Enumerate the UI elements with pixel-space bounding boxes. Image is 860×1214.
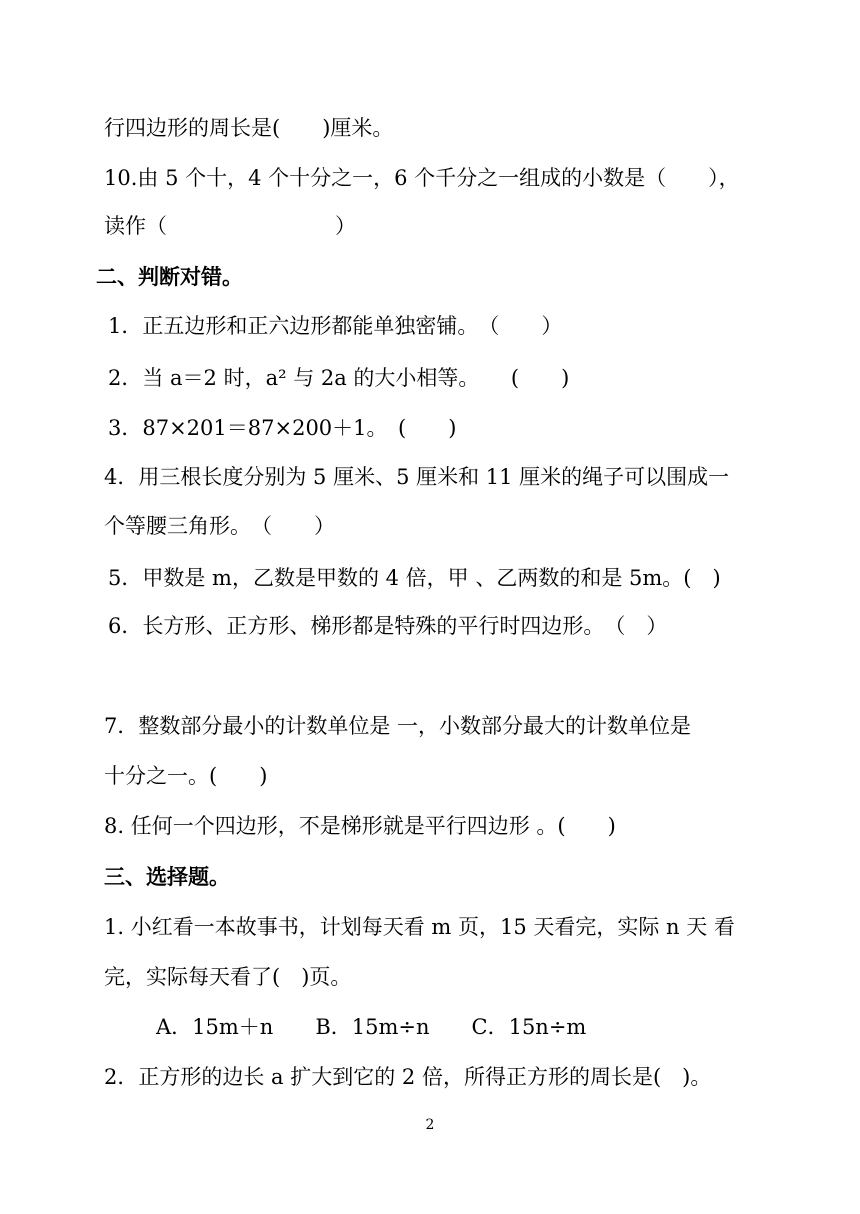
question-10: 10.由 5 个十，4 个十分之一，6 个千分之一组成的小数是（ ）， [104, 166, 740, 190]
choice-options: A．15m＋n B．15m÷n C．15n÷m [156, 1015, 587, 1039]
judge-item-6: 6．长方形、正方形、梯形都是特殊的平行时四边形。 （ ） [108, 614, 668, 638]
judge-item-7: 7．整数部分最小的计数单位是 一，小数部分最大的计数单位是 [104, 714, 692, 738]
page-number: 2 [425, 1117, 435, 1133]
judge-item-8: 8. 任何一个四边形，不是梯形就是平行四边形 。( ) [104, 814, 616, 838]
text-line: 个等腰三角形。 （ ） [104, 514, 335, 538]
section-heading-true-false: 二、判断对错。 [96, 264, 243, 289]
section-heading-choice: 三、选择题。 [104, 864, 230, 889]
judge-item-1: 1．正五边形和正六边形都能单独密铺。 （ ） [108, 314, 563, 338]
text-line: 完，实际每天看了( )页。 [104, 965, 352, 989]
text-line: 行四边形的周长是( )厘米。 [104, 116, 394, 140]
judge-item-5: 5．甲数是 m，乙数是甲数的 4 倍，甲 、乙两数的和是 5m。( ) [108, 566, 721, 590]
choice-item-1: 1. 小红看一本故事书，计划每天看 m 页，15 天看完，实际 n 天 看 [104, 915, 735, 939]
text-line: 十分之一。( ) [104, 764, 268, 788]
judge-item-2: 2．当 a＝2 时，a² 与 2a 的大小相等。 ( ) [108, 366, 570, 390]
judge-item-4: 4．用三根长度分别为 5 厘米、5 厘米和 11 厘米的绳子可以围成一 [104, 465, 730, 489]
judge-item-3: 3．87×201＝87×200＋1。 ( ) [108, 416, 457, 440]
choice-item-2: 2．正方形的边长 a 扩大到它的 2 倍，所得正方形的周长是( )。 [104, 1065, 712, 1089]
text-line: 读作（ ） [104, 214, 356, 238]
